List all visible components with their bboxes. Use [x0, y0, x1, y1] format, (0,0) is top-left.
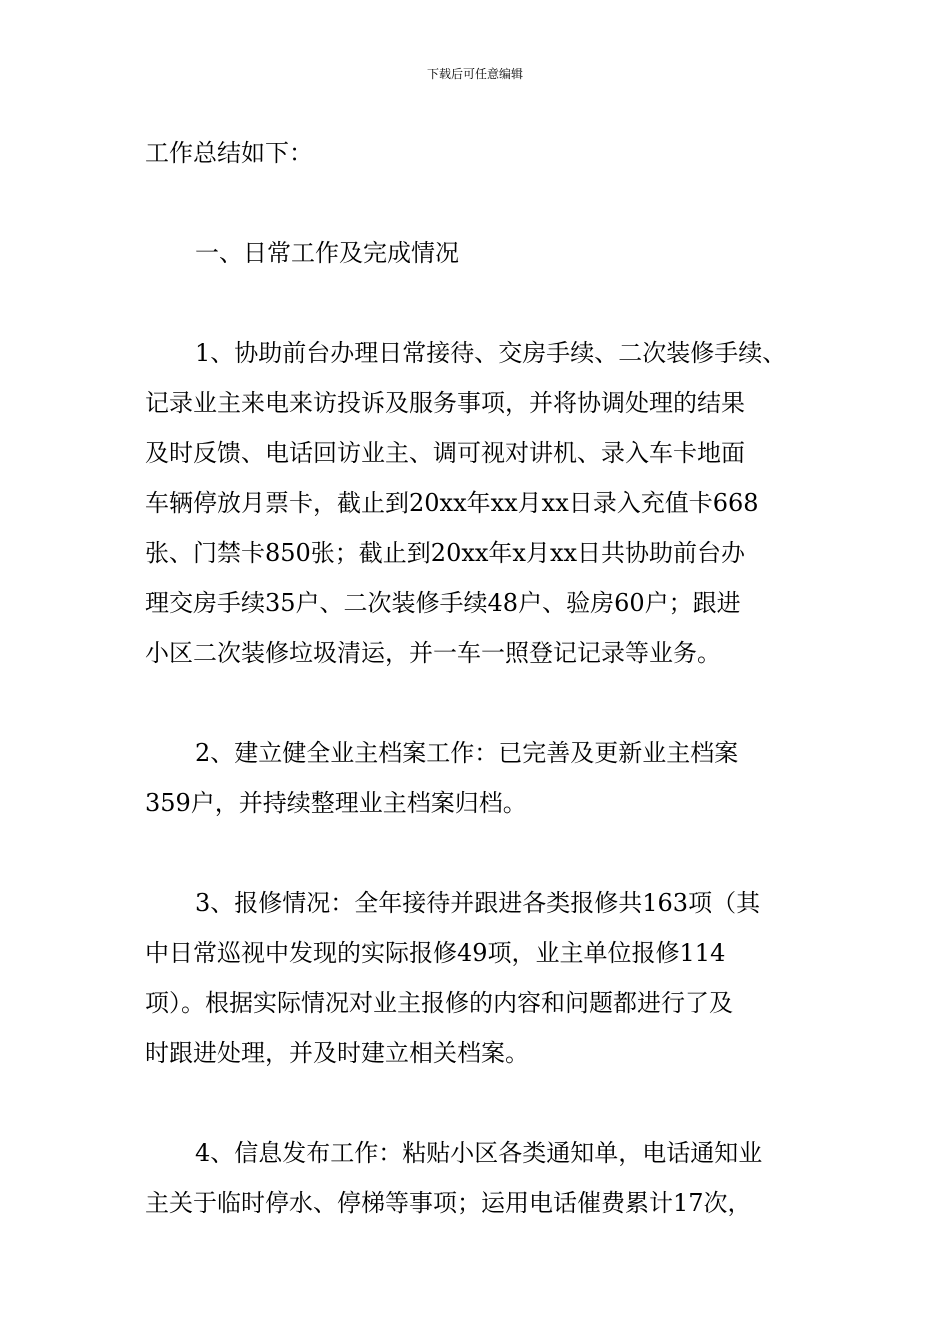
paragraph-line: 2、建立健全业主档案工作：已完善及更新业主档案 — [195, 739, 739, 767]
paragraph-line: 记录业主来电来访投诉及服务事项，并将协调处理的结果 — [145, 389, 745, 417]
paragraph-line: 3、报修情况：全年接待并跟进各类报修共163项（其 — [195, 889, 761, 917]
paragraph-gap — [145, 678, 810, 728]
paragraph-line: 理交房手续35户、二次装修手续48户、验房60户；跟进 — [145, 589, 741, 617]
paragraph-line: 项）。根据实际情况对业主报修的内容和问题都进行了及 — [145, 989, 733, 1017]
paragraph-line: 359户，并持续整理业主档案归档。 — [145, 789, 527, 817]
page-header: 下载后可任意编辑 — [426, 67, 523, 81]
paragraph-item-2 — [145, 728, 810, 828]
intro-line: 工作总结如下： — [145, 139, 313, 167]
paragraph-line: 时跟进处理，并及时建立相关档案。 — [145, 1039, 529, 1067]
paragraph-gap — [145, 828, 810, 878]
paragraph-gap — [145, 278, 810, 328]
paragraph-item-4 — [145, 1128, 810, 1228]
paragraph-line: 中日常巡视中发现的实际报修49项，业主单位报修114 — [145, 939, 726, 967]
paragraph-line: 车辆停放月票卡，截止到20xx年xx月xx日录入充值卡668 — [145, 489, 759, 517]
paragraph-line: 张、门禁卡850张；截止到20xx年x月xx日共协助前台办 — [145, 539, 746, 567]
document-body — [145, 128, 810, 1228]
paragraph-line: 小区二次装修垃圾清运，并一车一照登记记录等业务。 — [145, 639, 721, 667]
paragraph-line: 及时反馈、电话回访业主、调可视对讲机、录入车卡地面 — [145, 439, 745, 467]
paragraph-line: 4、信息发布工作：粘贴小区各类通知单，电话通知业 — [195, 1139, 763, 1167]
paragraph-line: 主关于临时停水、停梯等事项；运用电话催费累计17次， — [145, 1189, 752, 1217]
paragraph-gap — [145, 1078, 810, 1128]
paragraph-item-1 — [145, 328, 810, 678]
paragraph-item-3 — [145, 878, 810, 1078]
section-heading: 一、日常工作及完成情况 — [195, 239, 459, 267]
paragraph-gap — [145, 178, 810, 228]
paragraph-line: 1、协助前台办理日常接待、交房手续、二次装修手续、 — [195, 339, 787, 367]
